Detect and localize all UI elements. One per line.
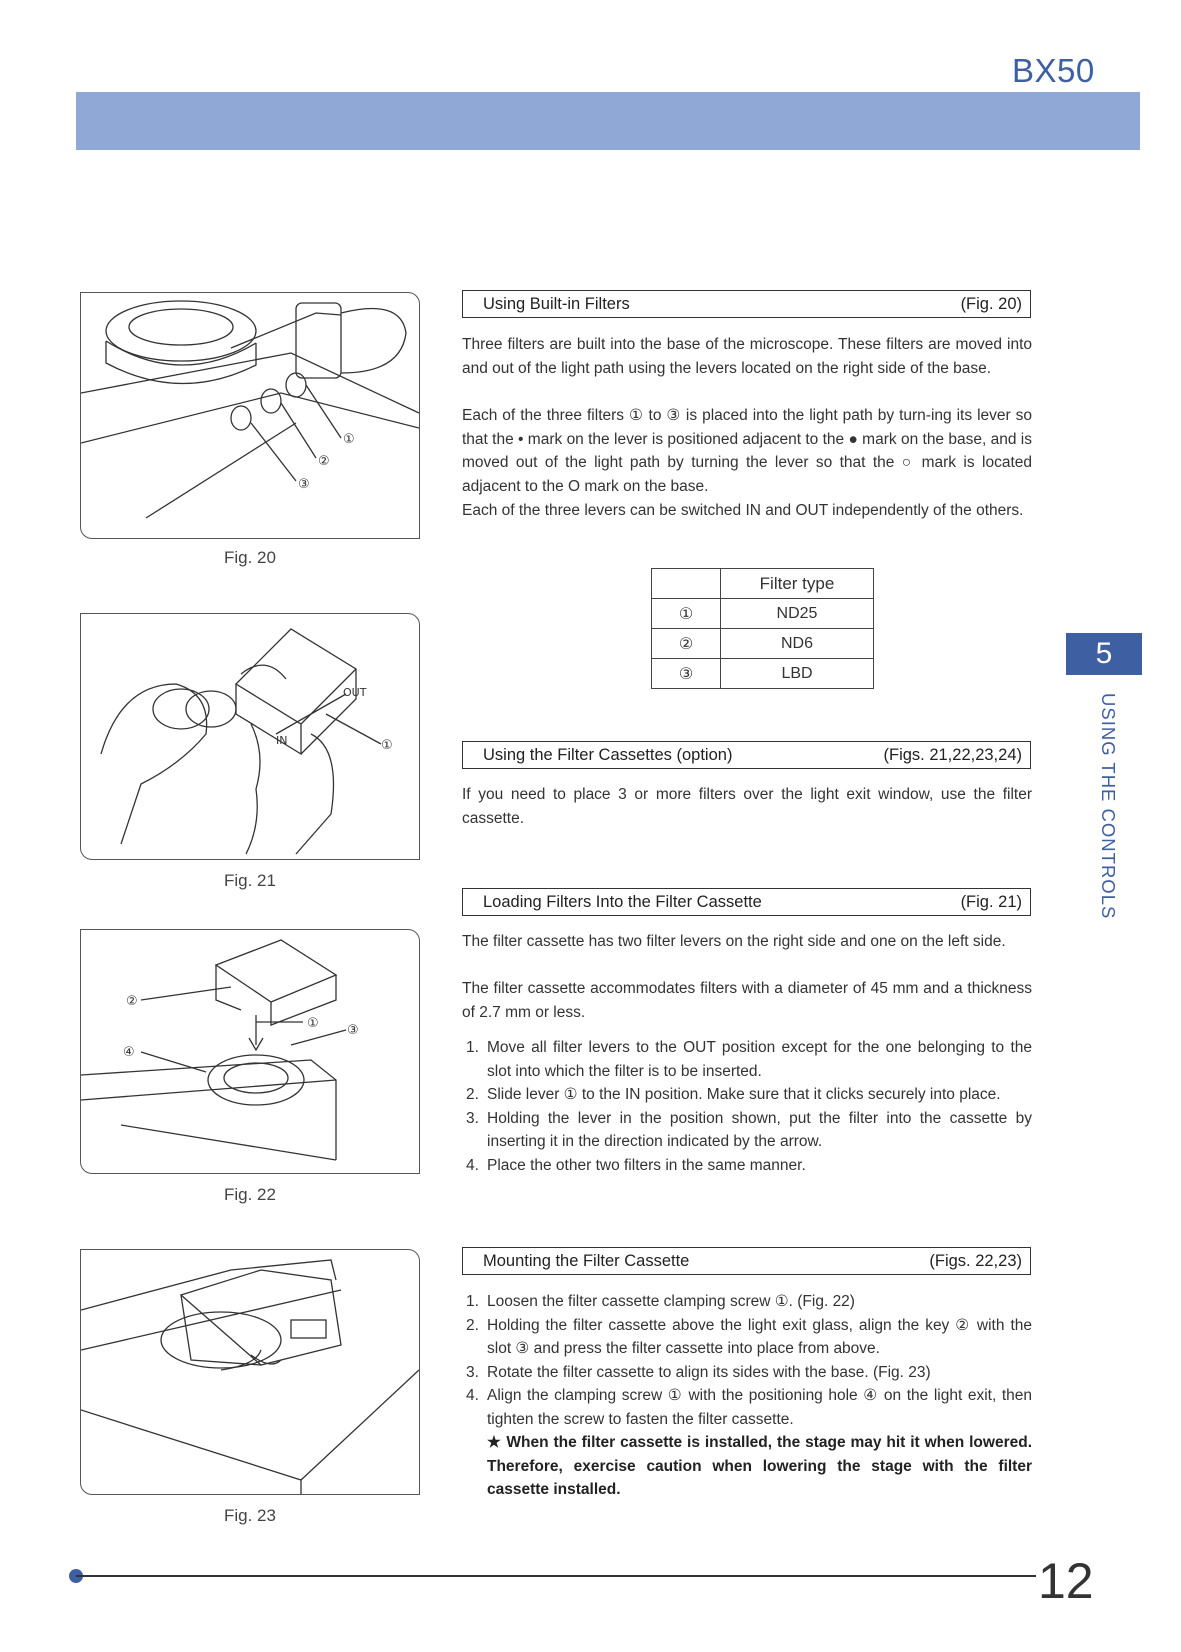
table-header-cell — [652, 569, 721, 599]
step-text: Rotate the filter cassette to align its sides with the base. (Fig. 23) — [487, 1363, 931, 1381]
figure-20-illustration — [80, 292, 420, 539]
list-item — [462, 1107, 1032, 1154]
header-band — [76, 92, 1140, 150]
list-item — [462, 1314, 1032, 1361]
chapter-title-vertical: USING THE CONTROLS — [1098, 693, 1119, 920]
step-number: 4. — [466, 1387, 479, 1404]
step-number: 2. — [466, 1316, 479, 1334]
section-header-loading-filters — [462, 888, 1031, 916]
figure-21-caption: Fig. 21 — [224, 871, 276, 890]
table-header-row — [652, 569, 874, 599]
section-header-mounting-cassette — [462, 1247, 1031, 1275]
builtin-paragraph-1: Three filters are built into the base of the microscope. These filters are moved into and out of the light path using the levers located on the right side of the base. — [462, 336, 1032, 377]
loading-paragraph-2: The filter cassette accommodates filters with a diameter of 45 mm and a thickness of 2.7 mm or less. — [462, 980, 1032, 1021]
fig20-callout-2: ② — [318, 454, 330, 469]
list-item — [462, 1290, 1032, 1314]
section-figure-ref: (Figs. 22,23) — [929, 1252, 1022, 1270]
table-header-cell: Filter type — [721, 569, 874, 599]
footer-rule — [76, 1575, 1036, 1577]
step-text: Move all filter levers to the OUT position except for the one belonging to the slot into which the filter is to be inserted. — [487, 1039, 1032, 1080]
figure-22-caption: Fig. 22 — [224, 1185, 276, 1204]
section-title: Loading Filters Into the Filter Cassette — [483, 893, 762, 911]
list-item — [462, 1154, 1032, 1178]
section-figure-ref: (Fig. 21) — [960, 893, 1022, 911]
mounting-steps-list — [462, 1290, 1032, 1431]
figure-23-illustration — [80, 1249, 420, 1495]
figure-23-caption: Fig. 23 — [224, 1506, 276, 1525]
step-number: 4. — [466, 1156, 479, 1174]
figure-20-caption: Fig. 20 — [224, 548, 276, 567]
fig22-callout-1: ① — [307, 1016, 319, 1031]
fig22-callout-2: ② — [126, 994, 138, 1009]
step-text: Slide lever ① to the IN position. Make sure that it clicks securely into place. — [487, 1086, 1001, 1103]
section-header-builtin-filters — [462, 290, 1031, 318]
section-title: Using the Filter Cassettes (option) — [483, 746, 733, 764]
figure-20-drawing — [81, 293, 419, 538]
section-header-filter-cassettes — [462, 741, 1031, 769]
cassettes-paragraph: If you need to place 3 or more filters over the light exit window, use the filter cassette. — [462, 786, 1032, 827]
step-number: 2. — [466, 1086, 479, 1103]
table-cell: ND25 — [721, 599, 874, 629]
section-title: Using Built-in Filters — [483, 295, 630, 313]
table-row — [652, 629, 874, 659]
fig20-callout-3: ③ — [298, 477, 310, 492]
figure-21-illustration — [80, 613, 420, 860]
fig21-out-mark: OUT — [343, 686, 367, 699]
filter-type-table — [651, 568, 874, 689]
figure-21-drawing — [81, 614, 419, 859]
table-cell: ND6 — [721, 629, 874, 659]
step-number: 3. — [466, 1109, 479, 1127]
table-cell: ① — [652, 599, 721, 629]
table-row — [652, 659, 874, 689]
loading-paragraph-1: The filter cassette has two filter levers on the right side and one on the left side. — [462, 933, 1006, 950]
step-text: Holding the lever in the position shown, put the filter into the cassette by inserting it in the direction indicated by the arrow. — [487, 1109, 1032, 1150]
caution-note: ★ When the filter cassette is installed, the stage may hit it when lowered. Therefore, exercise caution when lowering the stage with the filter cassette installed. — [487, 1434, 1032, 1498]
fig21-callout-1: ① — [381, 738, 393, 753]
list-item — [462, 1036, 1032, 1083]
fig22-callout-3: ③ — [347, 1023, 359, 1038]
model-name: BX50 — [1012, 52, 1095, 89]
builtin-paragraph-3: Each of the three levers can be switched IN and OUT independently of the others. — [462, 502, 1024, 519]
chapter-number-tab: 5 — [1066, 633, 1142, 675]
section-title: Mounting the Filter Cassette — [483, 1252, 690, 1270]
section-figure-ref: (Fig. 20) — [960, 295, 1022, 313]
table-row — [652, 599, 874, 629]
step-text: Align the clamping screw ① with the positioning hole ④ on the light exit, then tighten the screw to fasten the filter cassette. — [487, 1387, 1032, 1428]
table-cell: LBD — [721, 659, 874, 689]
loading-steps-list — [462, 1036, 1032, 1177]
step-text: Holding the filter cassette above the light exit glass, align the key ② with the slot ③ and press the filter cassette into place from above. — [487, 1316, 1032, 1357]
figure-22-drawing — [81, 930, 419, 1173]
fig21-in-mark: IN — [276, 734, 288, 747]
figure-23-drawing — [81, 1250, 419, 1494]
step-text: Place the other two filters in the same manner. — [487, 1156, 806, 1174]
step-number: 1. — [466, 1293, 479, 1310]
section-figure-ref: (Figs. 21,22,23,24) — [883, 746, 1022, 764]
fig20-callout-1: ① — [343, 432, 355, 447]
builtin-paragraph-2: Each of the three filters ① to ③ is placed into the light path by turn-ing its lever so that the • mark on the lever is positioned adjacent to the ● mark on the base, and is moved out of the light path by turning the lever so that the ○ mark is located adjacent to the O mark on the base. — [462, 407, 1032, 495]
step-text: Loosen the filter cassette clamping screw ①. (Fig. 22) — [487, 1293, 855, 1310]
table-cell: ③ — [652, 659, 721, 689]
step-number: 1. — [466, 1039, 479, 1056]
list-item — [462, 1384, 1032, 1431]
step-number: 3. — [466, 1363, 479, 1381]
figure-22-illustration — [80, 929, 420, 1174]
table-cell: ② — [652, 629, 721, 659]
list-item — [462, 1361, 1032, 1385]
fig22-callout-4: ④ — [123, 1045, 135, 1060]
page-number: 12 — [1038, 1553, 1094, 1609]
list-item — [462, 1083, 1032, 1107]
